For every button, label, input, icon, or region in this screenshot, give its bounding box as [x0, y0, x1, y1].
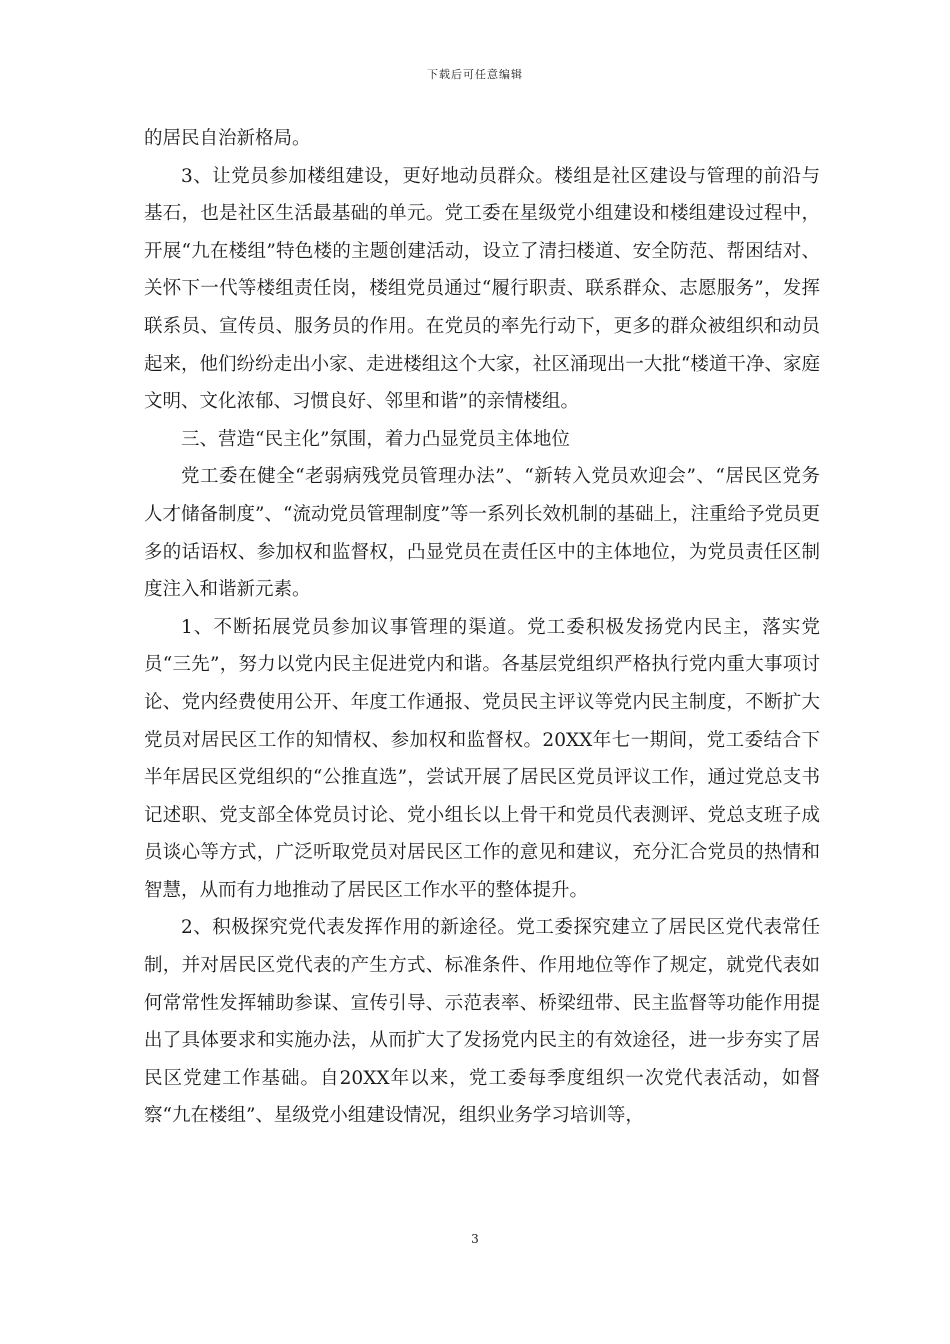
- paragraph-party-representatives: 2、积极探究党代表发挥作用的新途径。党工委探究建立了居民区党代表常任制，并对居民区党代表的产生方式、标准条件、作用地位等作了规定，就党代表如何常常性发挥辅助参谋、宣传引导、示范表率、桥梁纽带、民主监督等功能作用提出了具体要求和实施办法，从而扩大了发扬党内民主的有效途径，进一步夯实了居民区党建工作基础。自20XX年以来，党工委每季度组织一次党代表活动，如督察“九在楼组”、星级党小组建设情况，组织业务学习培训等，: [144, 917, 820, 1127]
- paragraph-continuation: 的居民自治新格局。: [144, 128, 311, 149]
- page-header-note: 下载后可任意编辑: [427, 68, 523, 81]
- paragraph-long-term-mechanisms: 党工委在健全“老弱病残党员管理办法”、“新转入党员欢迎会”、“居民区党务人才储备制度”、“流动党员管理制度”等一系列长效机制的基础上，注重给予党员更多的话语权、参加权和监督权，凸显党员在责任区中的主体地位，为党员责任区制度注入和谐新元素。: [144, 466, 820, 601]
- paragraph-deliberation-channels: 1、不断拓展党员参加议事管理的渠道。党工委积极发扬党内民主，落实党员“三先”，努力以党内民主促进党内和谐。各基层党组织严格执行党内重大事项讨论、党内经费使用公开、年度工作通报、党员民主评议等党内民主制度，不断扩大党员对居民区工作的知情权、参加权和监督权。20XX年七一期间，党工委结合下半年居民区党组织的“公推直选”，尝试开展了居民区党员评议工作，通过党总支书记述职、党支部全体党员讨论、党小组长以上骨干和党员代表测评、党总支班子成员谈心等方式，广泛听取党员对居民区工作的意见和建议，充分汇合党员的热情和智慧，从而有力地推动了居民区工作水平的整体提升。: [144, 616, 820, 901]
- paragraph-building-groups: 3、让党员参加楼组建设，更好地动员群众。楼组是社区建设与管理的前沿与基石，也是社区生活最基础的单元。党工委在星级党小组建设和楼组建设过程中，开展“九在楼组”特色楼的主题创建活动，设立了清扫楼道、安全防范、帮困结对、关怀下一代等楼组责任岗，楼组党员通过“履行职责、联系群众、志愿服务”，发挥联系员、宣传员、服务员的作用。在党员的率先行动下，更多的群众被组织和动员起来，他们纷纷走出小家、走进楼组这个大家，社区涌现出一大批“楼道干净、家庭文明、文化浓郁、习惯良好、邻里和谐”的亲情楼组。: [144, 165, 820, 413]
- section-heading-democracy: 三、营造“民主化”氛围，着力凸显党员主体地位: [181, 428, 570, 450]
- document-body: [144, 120, 820, 1135]
- page-number: 3: [471, 1232, 479, 1246]
